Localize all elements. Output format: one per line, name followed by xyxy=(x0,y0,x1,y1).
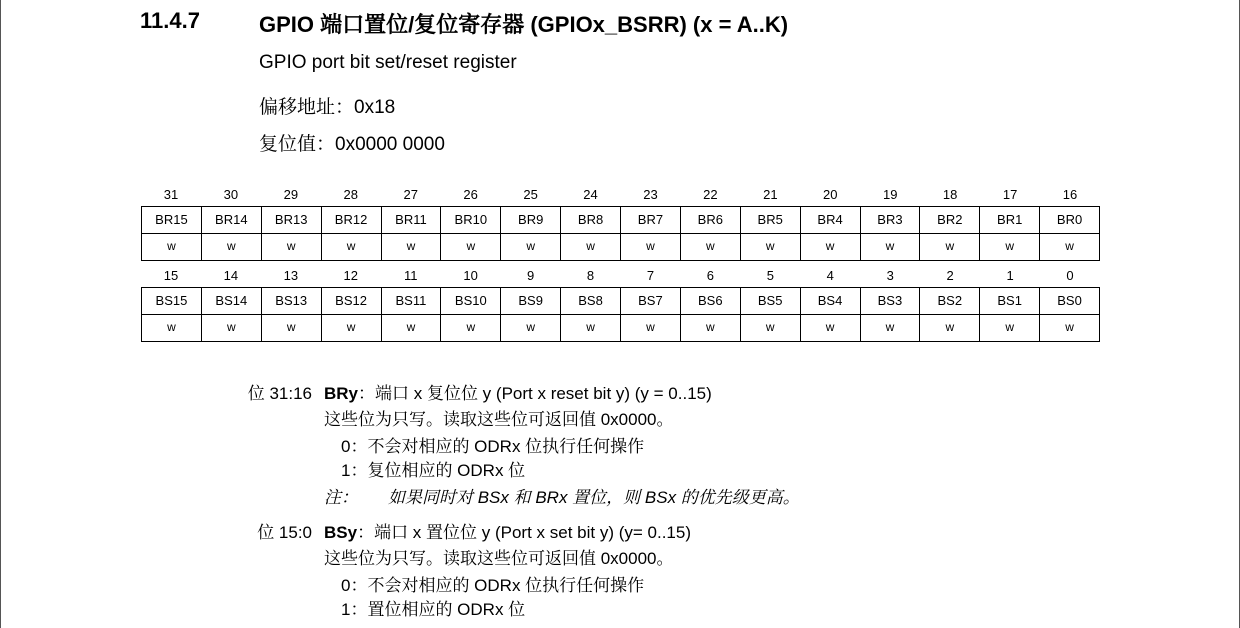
field-title-br: ：端口 x 复位位 y (Port x reset bit y) (y = 0..15) xyxy=(358,384,712,403)
address-offset-value: 0x18 xyxy=(354,97,396,118)
register-subtitle: GPIO port bit set/reset register xyxy=(259,52,517,73)
access-cell: w xyxy=(621,234,681,261)
field-name-br: BRy xyxy=(324,384,359,403)
access-cell: w xyxy=(501,315,561,342)
register-map-low xyxy=(141,265,1100,342)
field-cell: BS4 xyxy=(801,287,861,315)
access-cell: w xyxy=(322,234,382,261)
bit-number: 20 xyxy=(823,187,838,202)
bit-number: 26 xyxy=(463,187,478,202)
field-name-bs: BSy xyxy=(324,523,358,542)
bit-number: 28 xyxy=(343,187,359,202)
field-cell: BS10 xyxy=(441,287,501,315)
field-bits-br: 位 31:16 xyxy=(247,384,312,403)
bit-number: 22 xyxy=(703,187,718,202)
bit-number: 7 xyxy=(646,268,655,283)
access-cell: w xyxy=(621,315,681,342)
access-cell: w xyxy=(1040,234,1100,261)
bit-number-row-high xyxy=(141,184,1100,206)
bit-number: 6 xyxy=(706,268,715,283)
bit-number: 15 xyxy=(163,268,179,283)
bit-number: 8 xyxy=(586,268,595,283)
access-cell: w xyxy=(202,315,262,342)
field-cell: BS11 xyxy=(382,287,442,315)
access-cell: w xyxy=(861,234,921,261)
bit-number-row-low xyxy=(141,265,1100,287)
bit-number: 23 xyxy=(643,187,658,202)
field-cell: BS8 xyxy=(561,287,621,315)
field-cell: BR7 xyxy=(621,206,681,234)
field-cell: BS15 xyxy=(142,287,202,315)
access-cell: w xyxy=(382,234,442,261)
field-heading-bs xyxy=(324,518,691,543)
bit-number: 13 xyxy=(283,268,299,283)
bit-number: 4 xyxy=(826,268,834,283)
section-title: GPIO 端口置位/复位寄存器 (GPIOx_BSRR) (x = A..K) xyxy=(259,12,789,37)
field-cell: BR15 xyxy=(142,206,202,234)
field-cell: BR9 xyxy=(501,206,561,234)
access-cell: w xyxy=(382,315,442,342)
field-cell: BR11 xyxy=(382,206,442,234)
field-cell: BR4 xyxy=(801,206,861,234)
section-number: 11.4.7 xyxy=(140,8,200,33)
bit-number: 24 xyxy=(583,187,598,202)
field-value0-bs: 0：不会对相应的 ODRx 位执行任何操作 xyxy=(341,576,645,595)
field-cell: BR5 xyxy=(741,206,801,234)
field-cell: BR1 xyxy=(980,206,1040,234)
register-map-high xyxy=(141,184,1100,261)
field-cell: BS14 xyxy=(202,287,262,315)
field-cell: BS6 xyxy=(681,287,741,315)
bit-number: 17 xyxy=(1002,187,1018,202)
field-note-br xyxy=(324,483,800,508)
bit-number: 31 xyxy=(163,187,179,202)
field-value0-br: 0：不会对相应的 ODRx 位执行任何操作 xyxy=(341,437,645,456)
field-bits-bs: 位 15:0 xyxy=(257,523,312,542)
reset-value-value: 0x0000 0000 xyxy=(335,134,445,155)
access-cell: w xyxy=(322,315,382,342)
field-heading-br xyxy=(324,379,712,404)
access-cell: w xyxy=(142,315,202,342)
bit-number: 18 xyxy=(942,187,958,202)
field-cell: BR0 xyxy=(1040,206,1100,234)
access-cell: w xyxy=(801,234,861,261)
bit-number: 19 xyxy=(882,187,898,202)
bit-number: 21 xyxy=(763,187,778,202)
bit-number: 16 xyxy=(1062,187,1078,202)
address-offset-label: 偏移地址： xyxy=(259,97,355,118)
bit-number: 14 xyxy=(223,268,239,283)
access-cell: w xyxy=(801,315,861,342)
field-cell: BR2 xyxy=(920,206,980,234)
access-cell: w xyxy=(441,234,501,261)
field-cell: BS9 xyxy=(501,287,561,315)
access-cell: w xyxy=(741,234,801,261)
field-cell: BR8 xyxy=(561,206,621,234)
access-cell: w xyxy=(920,234,980,261)
field-cell: BS12 xyxy=(322,287,382,315)
bit-number: 3 xyxy=(886,268,894,283)
access-cell: w xyxy=(681,315,741,342)
access-cell: w xyxy=(1040,315,1100,342)
field-desc-br: 这些位为只写。读取这些位可返回值 0x0000。 xyxy=(324,410,674,429)
bit-number: 11 xyxy=(403,268,418,283)
field-name-row-low xyxy=(141,287,1100,315)
field-cell: BS2 xyxy=(920,287,980,315)
field-cell: BR3 xyxy=(861,206,921,234)
access-cell: w xyxy=(441,315,501,342)
field-cell: BR6 xyxy=(681,206,741,234)
bit-number: 5 xyxy=(766,268,774,283)
field-value1-br: 1：复位相应的 ODRx 位 xyxy=(341,461,526,480)
access-cell: w xyxy=(561,234,621,261)
access-row-low xyxy=(141,315,1100,342)
address-offset xyxy=(259,92,395,119)
field-cell: BS1 xyxy=(980,287,1040,315)
field-cell: BR12 xyxy=(322,206,382,234)
access-cell: w xyxy=(501,234,561,261)
access-cell: w xyxy=(980,315,1040,342)
field-cell: BS13 xyxy=(262,287,322,315)
field-cell: BS5 xyxy=(741,287,801,315)
page-border-left xyxy=(0,0,1,628)
access-cell: w xyxy=(262,234,322,261)
bit-number: 2 xyxy=(946,268,954,283)
field-cell: BR14 xyxy=(202,206,262,234)
access-row-high xyxy=(141,234,1100,261)
access-cell: w xyxy=(202,234,262,261)
bit-number: 30 xyxy=(223,187,239,202)
field-cell: BS7 xyxy=(621,287,681,315)
field-cell: BS0 xyxy=(1040,287,1100,315)
access-cell: w xyxy=(561,315,621,342)
bit-number: 29 xyxy=(283,187,299,202)
field-value1-bs: 1：置位相应的 ODRx 位 xyxy=(341,600,526,619)
access-cell: w xyxy=(920,315,980,342)
note-text: 如果同时对 BSx 和 BRx 置位，则 BSx 的优先级更高。 xyxy=(388,488,800,507)
note-label: 注： xyxy=(324,488,358,507)
field-cell: BR13 xyxy=(262,206,322,234)
access-cell: w xyxy=(142,234,202,261)
reset-value-label: 复位值： xyxy=(259,134,336,155)
field-desc-bs: 这些位为只写。读取这些位可返回值 0x0000。 xyxy=(324,549,674,568)
field-title-bs: ：端口 x 置位位 y (Port x set bit y) (y= 0..15) xyxy=(357,523,692,542)
field-name-row-high xyxy=(141,206,1100,234)
bit-number: 25 xyxy=(523,187,538,202)
bit-number: 9 xyxy=(526,268,535,283)
field-cell: BS3 xyxy=(861,287,921,315)
bit-number: 27 xyxy=(403,187,418,202)
access-cell: w xyxy=(861,315,921,342)
bit-number: 1 xyxy=(1006,268,1014,283)
bit-number: 0 xyxy=(1066,268,1074,283)
access-cell: w xyxy=(741,315,801,342)
access-cell: w xyxy=(980,234,1040,261)
bit-number: 12 xyxy=(343,268,359,283)
access-cell: w xyxy=(681,234,741,261)
field-cell: BR10 xyxy=(441,206,501,234)
reset-value xyxy=(259,129,445,156)
access-cell: w xyxy=(262,315,322,342)
bit-number: 10 xyxy=(463,268,478,283)
